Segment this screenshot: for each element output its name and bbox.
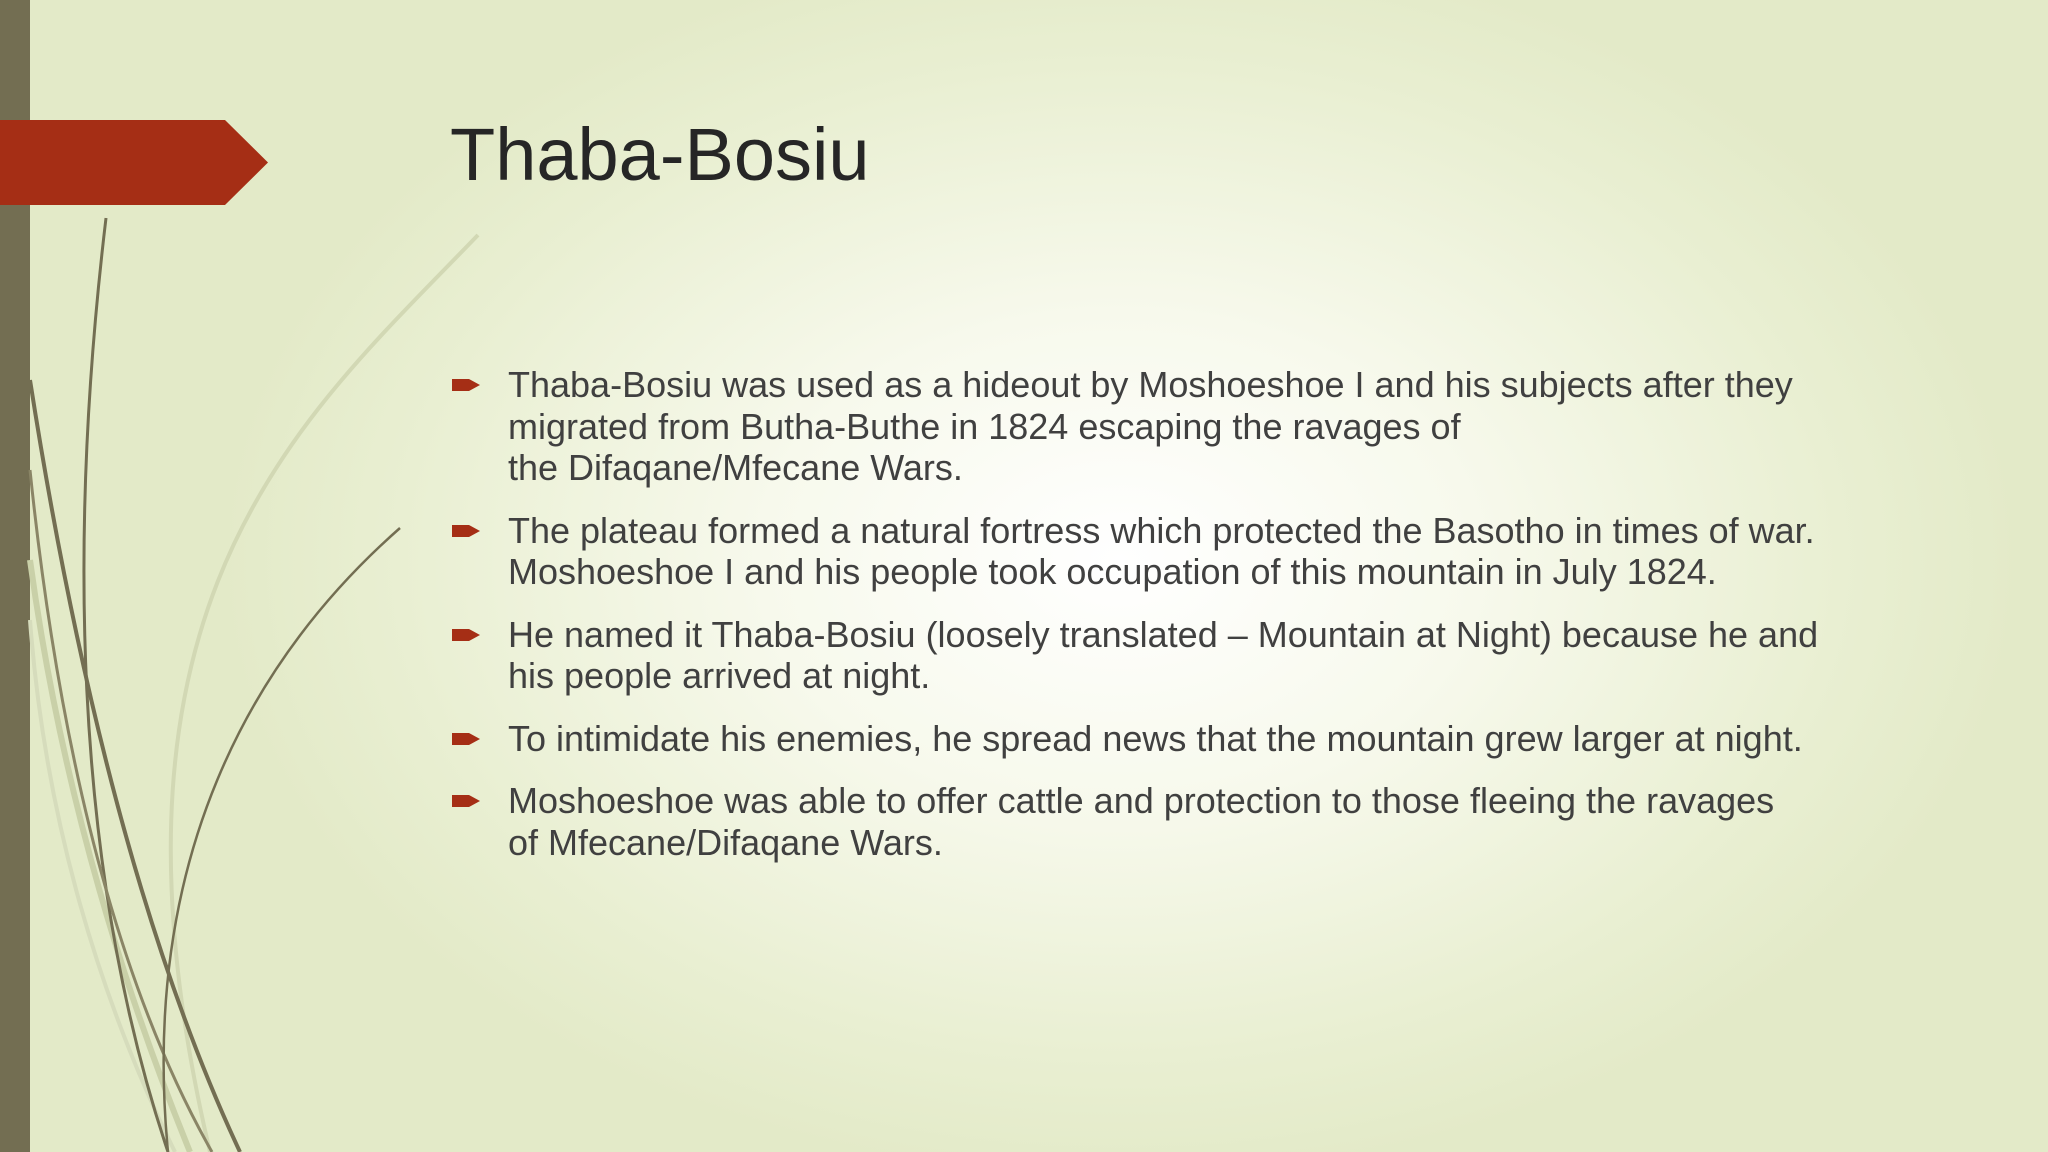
arrow-right-icon	[452, 792, 482, 810]
bullet-text: To intimidate his enemies, he spread news that the mountain grew larger at night.	[508, 717, 1803, 759]
bullet-list	[450, 364, 1920, 884]
bullet-item	[450, 614, 1920, 697]
bullet-item	[450, 510, 1920, 593]
arrow-right-icon	[452, 626, 482, 644]
bullet-item	[450, 718, 1920, 760]
arrow-right-icon	[452, 376, 482, 394]
bullet-item	[450, 780, 1920, 863]
bullet-text: The plateau formed a natural fortress which protected the Basotho in times of war. Moshoeshoe I and his people took occupation of this mountain in July 1824.	[508, 509, 1815, 592]
bullet-text: Thaba-Bosiu was used as a hideout by Moshoeshoe I and his subjects after they migrated from Butha-Buthe in 1824 escaping the ravages of the Difaqane/Mfecane Wars.	[508, 364, 1793, 488]
bullet-item	[450, 364, 1920, 489]
title-accent-tab	[0, 120, 268, 205]
slide-title: Thaba-Bosiu	[450, 113, 870, 196]
bullet-text: Moshoeshoe was able to offer cattle and protection to those fleeing the ravages of Mfecane/Difaqane Wars.	[508, 780, 1775, 863]
bullet-text: He named it Thaba-Bosiu (loosely translated – Mountain at Night) because he and his people arrived at night.	[508, 613, 1819, 696]
arrow-right-icon	[452, 522, 482, 540]
arrow-right-icon	[452, 730, 482, 748]
